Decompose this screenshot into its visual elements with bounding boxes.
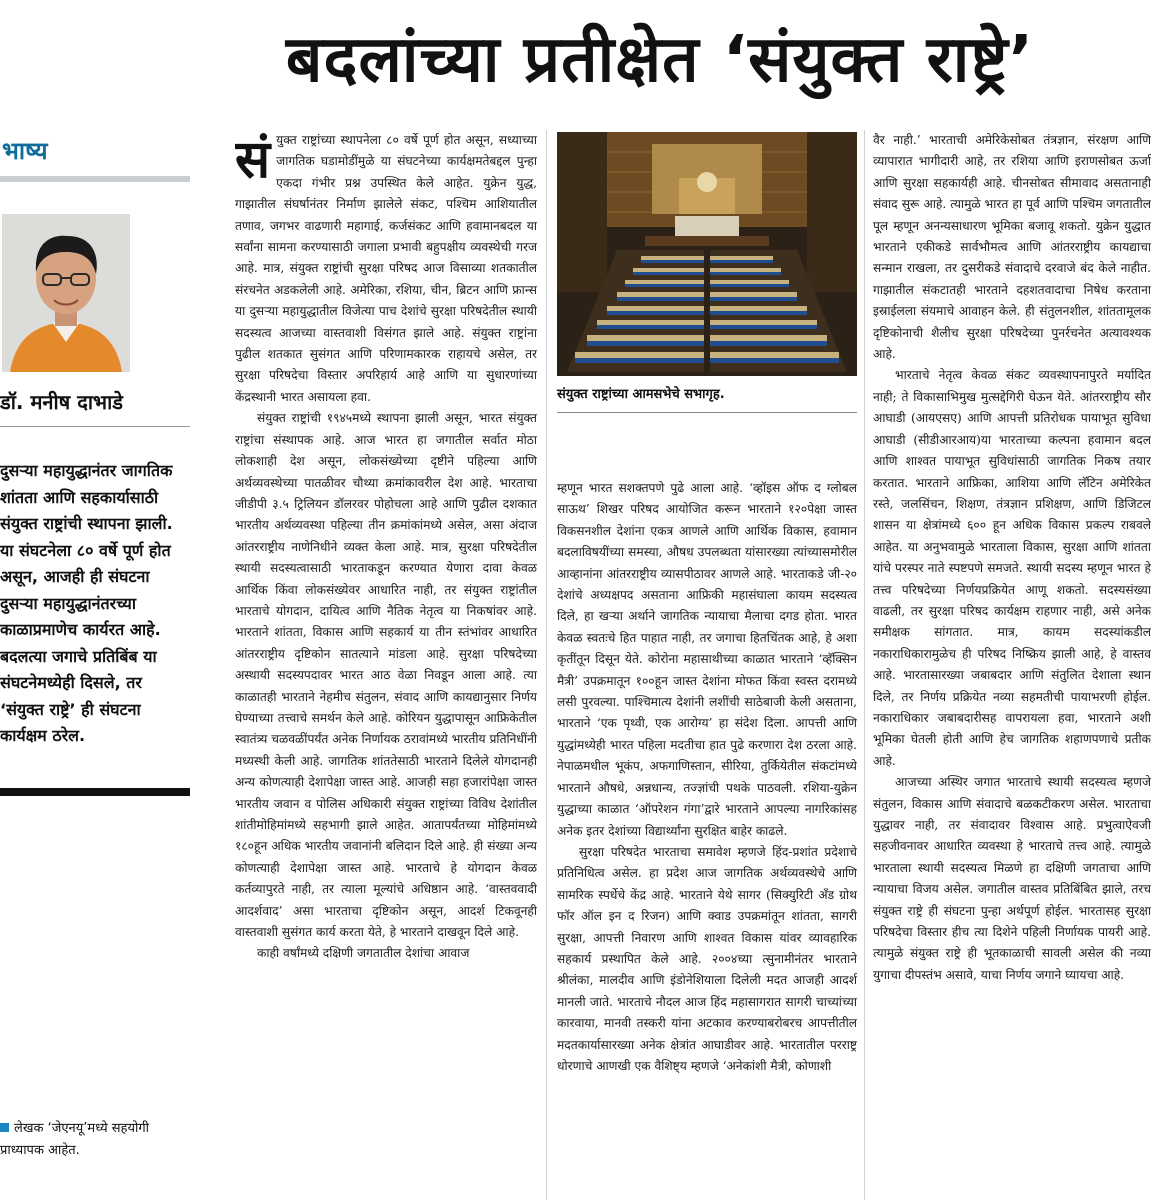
- section-tag: भाष्य: [2, 137, 48, 165]
- general-assembly-hall-illustration: [557, 132, 857, 376]
- author-note: [0, 1118, 186, 1162]
- author-photo: [2, 214, 130, 372]
- author-note-text: लेखक ‘जेएनयू’मध्ये सहयोगी प्राध्यापक आहेत.: [0, 1121, 150, 1158]
- article-paragraph: आजच्या अस्थिर जगात भारताचे स्थायी सदस्यत्व म्हणजे संतुलन, विकास आणि संवादाचे बळकटीकरण असेल. भारताचा युद्धावर नाही, तर संवादावर विश्वास आहे. प्रभुत्वाऐवजी सहजीवनावर आधारित व्यवस्था हे भारताचे तत्त्व आहे. त्यामुळे भारताला स्थायी सदस्यत्व मिळणे हा दक्षिणी जगताचा आणि न्यायाचा विजय असेल. जगातील वास्तव प्रतिबिंबित झाले, तरच संयुक्त राष्ट्रे ही संघटना पुन्हा अर्थपूर्ण होईल. भारतासह सुरक्षा परिषदेचा विस्तार हीच त्या दिशेने पहिली निर्णायक पायरी आहे. त्यामुळे संयुक्त राष्ट्रे ही भूतकाळाची सावली असेल की नव्या युगाचा दीपस्तंभ असावे, याचा निर्णय जगाने घ्यायचा आहे.: [873, 775, 1151, 982]
- article-paragraph: भारताचे नेतृत्व केवळ संकट व्यवस्थापनापुरते मर्यादित नाही; ते विकासाभिमुख मुत्सद्देगिरी घेऊन येते. आंतरराष्ट्रीय सौर आघाडी (आयएसए) आणि आपत्ती प्रतिरोधक पायाभूत सुविधा आघाडी (सीडीआरआय)या भारताच्या कल्पना हवामान बदल आणि शाश्वत पायाभूत सुविधांसाठी जागतिक निकष तयार करतात. भारताने आफ्रिका, आशिया आणि लॅटिन अमेरिकेत रस्ते, जलसिंचन, शिक्षण, तंत्रज्ञान प्रशिक्षण, आणि डिजिटल शासन या क्षेत्रांमध्ये ६०० हून अधिक विकास प्रकल्प राबवले आहेत. या अनुभवामुळे भारताला विकास, सुरक्षा आणि शांतता यांचे परस्पर नाते स्पष्टपणे समजते. स्थायी सदस्य म्हणून भारत हे तत्त्व परिषदेच्या निर्णयप्रक्रियेत आणू शकतो. सदस्यसंख्या वाढली, तर सुरक्षा परिषद कार्यक्षम राहणार नाही, असे अनेक समीक्षक सांगतात. मात्र, कायम सदस्यांकडील नकाराधिकारामुळेच ही परिषद निष्क्रिय झाली आहे, हे वास्तव आहे. भारतासारख्या जबाबदार आणि संतुलित देशाला स्थान दिले, तर निर्णय प्रक्रियेत नव्या सहमतीची पायाभरणी होईल. नकाराधिकार जबाबदारीसह वापरायला हवा, भारताने अशी भूमिका घेतली होती आणि हेच जागतिक शहाणपणाचे प्रतीक आहे.: [873, 368, 1151, 768]
- sidebar-divider: [0, 426, 190, 427]
- section-tag-rule: [0, 176, 190, 182]
- paragraph-text: युक्त राष्ट्रांच्या स्थापनेला ८० वर्षे पूर्ण होत असून, सध्याच्या जागतिक घडामोडींमुळे या संघटनेच्या कार्यक्षमतेबद्दल पुन्हा एकदा गंभीर प्रश्न उपस्थित केले आहेत. युक्रेन युद्ध, गाझातील संघर्षानंतर निर्माण झालेले संकट, पश्चिम आशियातील तणाव, जगभर वाढणारी महागाई, कर्जसंकट आणि हवामानबदल या सर्वांना सामना करण्यासाठी जगाला प्रभावी बहुपक्षीय व्यवस्थेची गरज आहे. मात्र, संयुक्त राष्ट्रांची सुरक्षा परिषद आज विसाव्या शतकातील संरचनेत अडकलेली आहे. अमेरिका, रशिया, चीन, ब्रिटन आणि फ्रान्स या दुसऱ्या महायुद्धातील विजेत्या पाच देशांचे सुरक्षा परिषदेतील स्थायी सदस्यत्व आजच्या वास्तवाशी विसंगत झाले आहे. संयुक्त राष्ट्रांना पुढील शतकात सुसंगत आणि परिणामकारक राहायचे असेल, तर सुरक्षा परिषदेचा विस्तार अपरिहार्य आहे आणि या सुधारणांच्या केंद्रस्थानी भारत असायला हवा.: [235, 133, 537, 404]
- article-paragraph: संयुक्त राष्ट्रांची १९४५मध्ये स्थापना झाली असून, भारत संयुक्त राष्ट्रांचा संस्थापक आहे. आज भारत हा जगातील सर्वात मोठा लोकशाही देश असून, लोकसंख्येच्या दृष्टीने पहिल्या आणि अर्थव्यवस्थेच्या पातळीवर चौथ्या क्रमांकावरील देश आहे. भारताचा जीडीपी ३.५ ट्रिलियन डॉलरवर पोहोचला आहे आणि पुढील दशकात भारतीय अर्थव्यवस्था पहिल्या तीन क्रमांकांमध्ये असेल, असा अंदाज आंतरराष्ट्रीय नाणेनिधीने व्यक्त केला आहे. मात्र, सुरक्षा परिषदेतील स्थायी सदस्यत्वासाठी भारताकडून करण्यात येणारा दावा केवळ आर्थिक किंवा लोकसंख्येवर आधारित नाही, तर संयुक्त राष्ट्रांतील भारताचे योगदान, दायित्व आणि नैतिक नेतृत्व या निकषांवर आहे. भारताने शांतता, विकास आणि सहकार्य या तीन स्तंभांवर आधारित आंतरराष्ट्रीय दृष्टिकोन सातत्याने मांडला आहे. सुरक्षा परिषदेच्या अस्थायी सदस्यपदावर भारत आठ वेळा निवडून आला आहे. त्या काळातही भारताने नेहमीच संतुलन, संवाद आणि कायद्यानुसार निर्णय घेण्याच्या तत्त्वाचे समर्थन केले आहे. कोरियन युद्धापासून आफ्रिकेतील स्वातंत्र्य चळवळींपर्यंत अनेक निर्णायक ठरावांमध्ये भारतीय प्रतिनिधींनी मध्यस्थी केली आहे. जागतिक शांततेसाठी भारताने दिलेले योगदानही अन्य कोणत्याही देशापेक्षा जास्त आहे. आजही सहा हजारांपेक्षा जास्त भारतीय जवान व पोलिस अधिकारी संयुक्त राष्ट्रांच्या विविध देशांतील शांतीमोहिमांमध्ये सहभागी झाले आहेत. आतापर्यंतच्या मोहिमांमध्ये १८०हून अधिक भारतीय जवानांनी बलिदान दिले आहे. ही संख्या अन्य कोणत्याही देशापेक्षा जास्त आहे. भारताचे हे योगदान केवळ कर्तव्यापुरते नाही, तर त्याला मूल्यांचे अधिष्ठान आहे. ‘वास्तववादी आदर्शवाद’ असा भारताचा दृष्टिकोन असून, आदर्श टिकवूनही वास्तवाशी सुसंगत कार्य करता येते, हे भारताने दाखवून दिले आहे.: [235, 411, 537, 940]
- article-column-1: [235, 130, 537, 1200]
- assembly-hall-photo: [557, 132, 857, 376]
- article-paragraph: वैर नाही.’ भारताची अमेरिकेसोबत तंत्रज्ञान, संरक्षण आणि व्यापारात भागीदारी आहे, तर रशिया आणि इराणसोबत ऊर्जा आणि सुरक्षा सहकार्यही आहे. चीनसोबत सीमावाद असतानाही संवाद सुरू आहे. त्यामुळे भारत हा पूर्व आणि पश्चिम जगतातील पूल म्हणून अनन्यसाधारण भूमिका बजावू शकतो. युक्रेन युद्धात भारताने एकीकडे सार्वभौमत्व आणि आंतरराष्ट्रीय कायद्याचा सन्मान राखला, तर दुसरीकडे संवादाचे दरवाजे बंद केले नाहीत. गाझातील संकटातही भारताने दहशतवादाचा निषेध करताना इस्राईलला संयमाचे आवाहन केले. ही संतुलनशील, शांततामूलक दृष्टिकोनाची शैलीच सुरक्षा परिषदेच्या पुनर्रचनेत अत्यावश्यक आहे.: [873, 133, 1151, 362]
- article-paragraph: काही वर्षांमध्ये दक्षिणी जगतातील देशांचा आवाज: [257, 946, 470, 961]
- article-summary: दुसऱ्या महायुद्धानंतर जागतिक शांतता आणि सहकार्यासाठी संयुक्त राष्ट्रांची स्थापना झाली. या संघटनेला ८० वर्षे पूर्ण होत असून, आजही ही संघटना दुसऱ्या महायुद्धानंतरच्या काळाप्रमाणेच कार्यरत आहे. बदलत्या जगाचे प्रतिबिंब या संघटनेमध्येही दिसले, तर ‘संयुक्त राष्ट्रे’ ही संघटना कार्यक्षम ठरेल.: [0, 461, 173, 745]
- caption-rule: [557, 412, 857, 413]
- column-divider: [864, 130, 865, 1200]
- article-paragraph: म्हणून भारत सशक्तपणे पुढे आला आहे. ‘व्हॉइस ऑफ द ग्लोबल साऊथ’ शिखर परिषद आयोजित करून भारताने १२०पेक्षा जास्त विकसनशील देशांना एकत्र आणले आणि आर्थिक विकास, हवामान बदलाविषयींच्या समस्या, औषध उपलब्धता यांसारख्या त्यांच्यासमोरील आव्हानांना आंतरराष्ट्रीय व्यासपीठावर आणले आहे. भारताकडे जी-२० देशांचे अध्यक्षपद असताना आफ्रिकी महासंघाला कायम सदस्यत्व दिले, हा खऱ्या अर्थाने जागतिक न्यायाचा मैलाचा दगड होता. भारत केवळ स्वतःचे हित पाहात नाही, तर जगाचा हितचिंतक आहे, हे अशा कृतींतून दिसून येते. कोरोना महासाथीच्या काळात भारताने ‘व्हॅक्सिन मैत्री’ उपक्रमातून १००हून जास्त देशांना मोफत किंवा स्वस्त दरामध्ये लसी पुरवल्या. पाश्चिमात्य देशांनी लशींची साठेबाजी केली असताना, भारताने ‘एक पृथ्वी, एक आरोग्य’ हा संदेश दिला. आपत्ती आणि युद्धांमध्येही भारत पहिला मदतीचा हात पुढे करणारा देश ठरला आहे. नेपाळमधील भूकंप, अफगाणिस्तान, सीरिया, तुर्कियेतील संकटांमध्ये भारताने औषधे, अन्नधान्य, तज्ज्ञांची पथके पाठवली. रशिया-युक्रेन युद्धाच्या काळात ‘ऑपरेशन गंगा’द्वारे भारताने आपल्या नागरिकांसह अनेक इतर देशांच्या विद्यार्थ्यांना सुरक्षित बाहेर काढले.: [557, 481, 857, 838]
- author-photo-illustration: [2, 214, 130, 372]
- summary-end-rule: [0, 788, 190, 796]
- square-bullet-icon: [0, 1123, 9, 1132]
- article-column-3: [873, 130, 1151, 1200]
- author-name: डॉ. मनीष दाभाडे: [0, 390, 123, 414]
- article-paragraph: सुरक्षा परिषदेत भारताचा समावेश म्हणजे हिंद-प्रशांत प्रदेशाचे प्रतिनिधित्व असेल. हा प्रदेश आज जागतिक अर्थव्यवस्थेचे आणि सामरिक स्पर्धेचे केंद्र आहे. भारताने येथे सागर (सिक्युरिटी अँड ग्रोथ फॉर ऑल इन द रिजन) आणि क्वाड उपक्रमांतून शांतता, सागरी सुरक्षा, आपत्ती निवारण आणि शाश्वत विकास यांवर व्यावहारिक सहकार्य प्रस्थापित केले आहे. २००४च्या त्सुनामीनंतर भारताने श्रीलंका, मालदीव आणि इंडोनेशियाला दिलेली मदत आजही आदर्श मानली जाते. भारताचे नौदल आज हिंद महासागरात सागरी चाच्यांच्या कारवाया, मानवी तस्करी यांना अटकाव करण्याबरोबरच आपत्तीतील मदतकार्यासारख्या अनेक क्षेत्रांत आघाडीवर आहे. भारतातील परराष्ट्र धोरणाचे आणखी एक वैशिष्ट्य म्हणजे ‘अनेकांशी मैत्री, कोणाशी: [557, 844, 857, 1073]
- sidebar: [0, 118, 190, 1200]
- article-column-2: [557, 478, 857, 1200]
- drop-cap: सं: [235, 130, 271, 190]
- article-paragraph: [235, 130, 537, 408]
- photo-caption: संयुक्त राष्ट्रांच्या आमसभेचे सभागृह.: [557, 387, 725, 402]
- column-divider: [546, 130, 547, 1200]
- headline: बदलांच्या प्रतीक्षेत ‘संयुक्त राष्ट्रे’: [285, 23, 1035, 97]
